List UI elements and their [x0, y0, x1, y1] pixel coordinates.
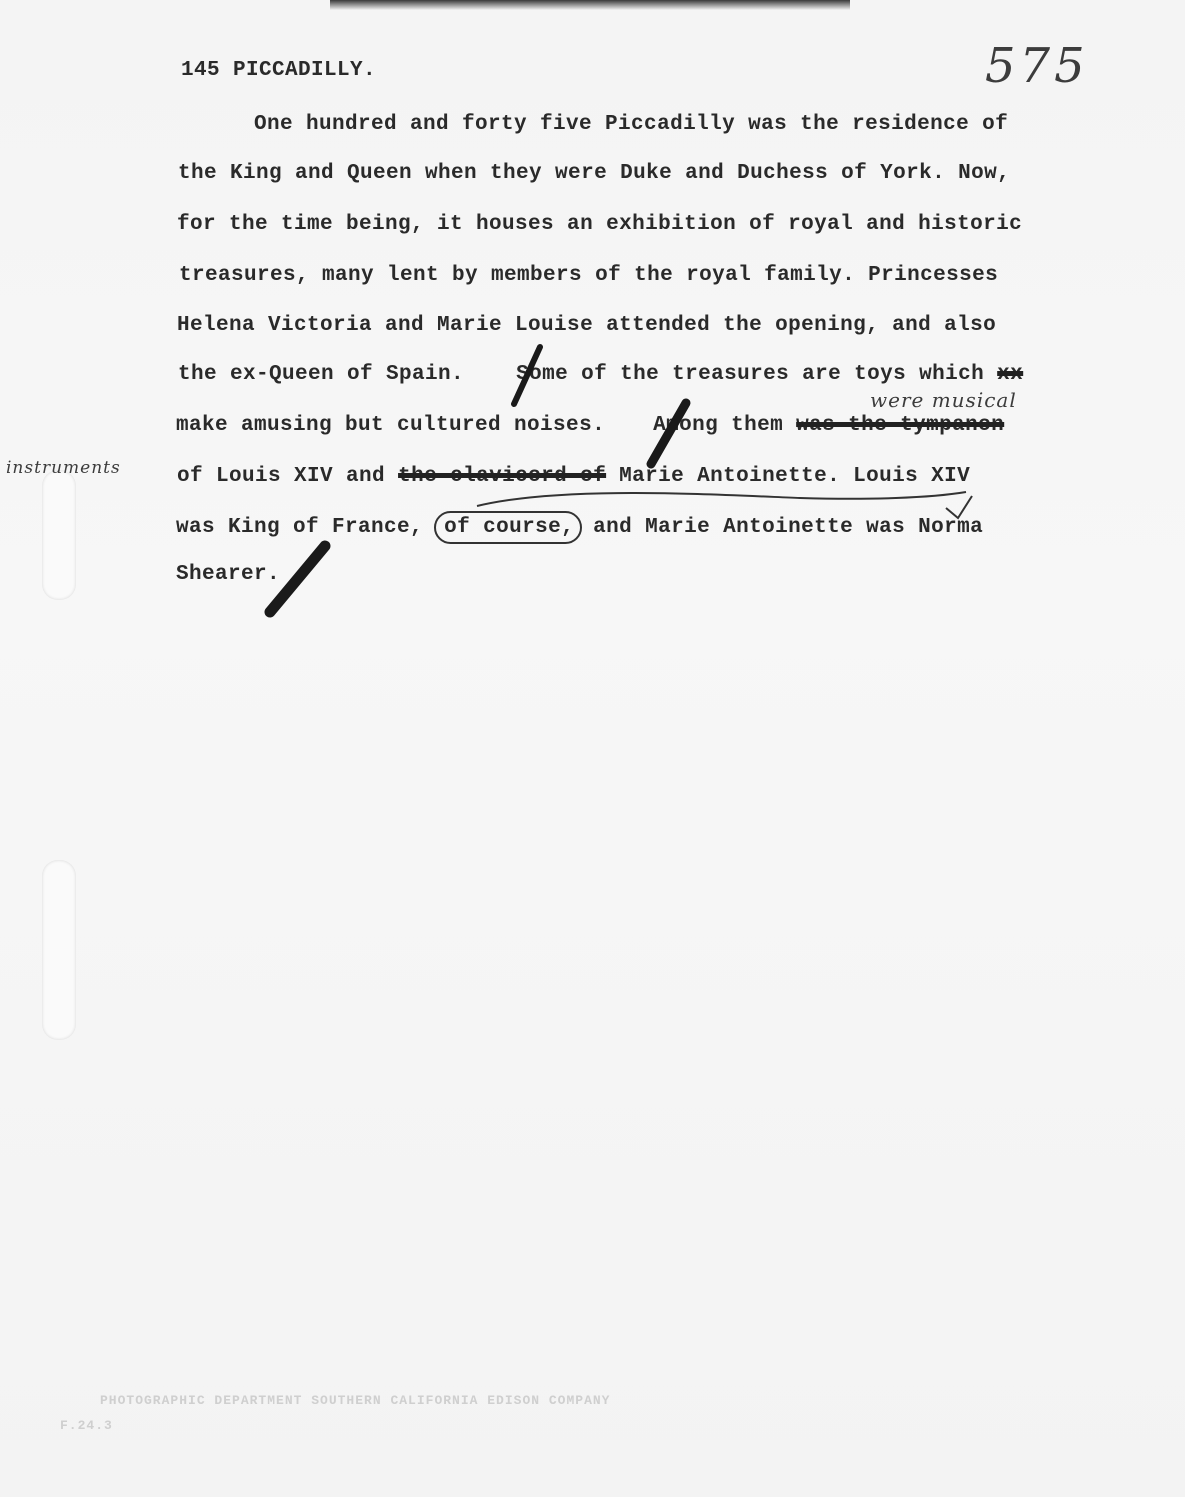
- text-segment: the ex-Queen of Spain.: [178, 363, 465, 386]
- struck-text: was the tympanon: [796, 414, 1005, 437]
- text-line-8: [177, 466, 970, 487]
- text-line-7: [176, 415, 1004, 436]
- circled-text: of course,: [434, 511, 582, 544]
- check-mark: [946, 496, 972, 518]
- text-line-4: treasures, many lent by members of the royal family. Princesses: [179, 264, 999, 287]
- text-line-3: for the time being, it houses an exhibition of royal and historic: [177, 213, 1023, 236]
- text-segment: was King of France,: [176, 516, 424, 539]
- text-segment: make amusing but cultured noises.: [176, 414, 606, 437]
- text-line-10: Shearer.: [176, 563, 281, 586]
- text-segment: Some of the treasures are toys which: [516, 363, 985, 386]
- binding-mark-upper: [42, 470, 76, 600]
- scan-edge-shadow: [330, 0, 850, 10]
- text-line-2: the King and Queen when they were Duke and Duchess of York. Now,: [178, 162, 1011, 185]
- page-number: 575: [985, 38, 1089, 94]
- footer-stamp: PHOTOGRAPHIC DEPARTMENT SOUTHERN CALIFORNIA EDISON COMPANY: [100, 1393, 611, 1408]
- text-segment: Marie Antoinette. Louis XIV: [619, 465, 971, 488]
- footer-code: F.24.3: [60, 1418, 113, 1433]
- text-segment: Among them: [653, 414, 784, 437]
- transposition-curve: [477, 492, 966, 506]
- page-title: 145 PICCADILLY.: [181, 59, 377, 82]
- text-segment: of Louis XIV and: [177, 465, 386, 488]
- binding-mark-lower: [42, 860, 76, 1040]
- struck-text: the clavicord of: [398, 465, 607, 488]
- text-line-9: [176, 517, 983, 538]
- text-line-6: [178, 364, 1023, 385]
- margin-annotation: instruments: [6, 458, 121, 478]
- text-line-1: One hundred and forty five Piccadilly was the residence of: [254, 113, 1009, 136]
- text-line-5: Helena Victoria and Marie Louise attended the opening, and also: [177, 314, 997, 337]
- handwritten-insertion: were musical: [870, 388, 1017, 412]
- text-segment: and Marie Antoinette was Norma: [593, 516, 984, 539]
- struck-letters: xx: [997, 363, 1024, 386]
